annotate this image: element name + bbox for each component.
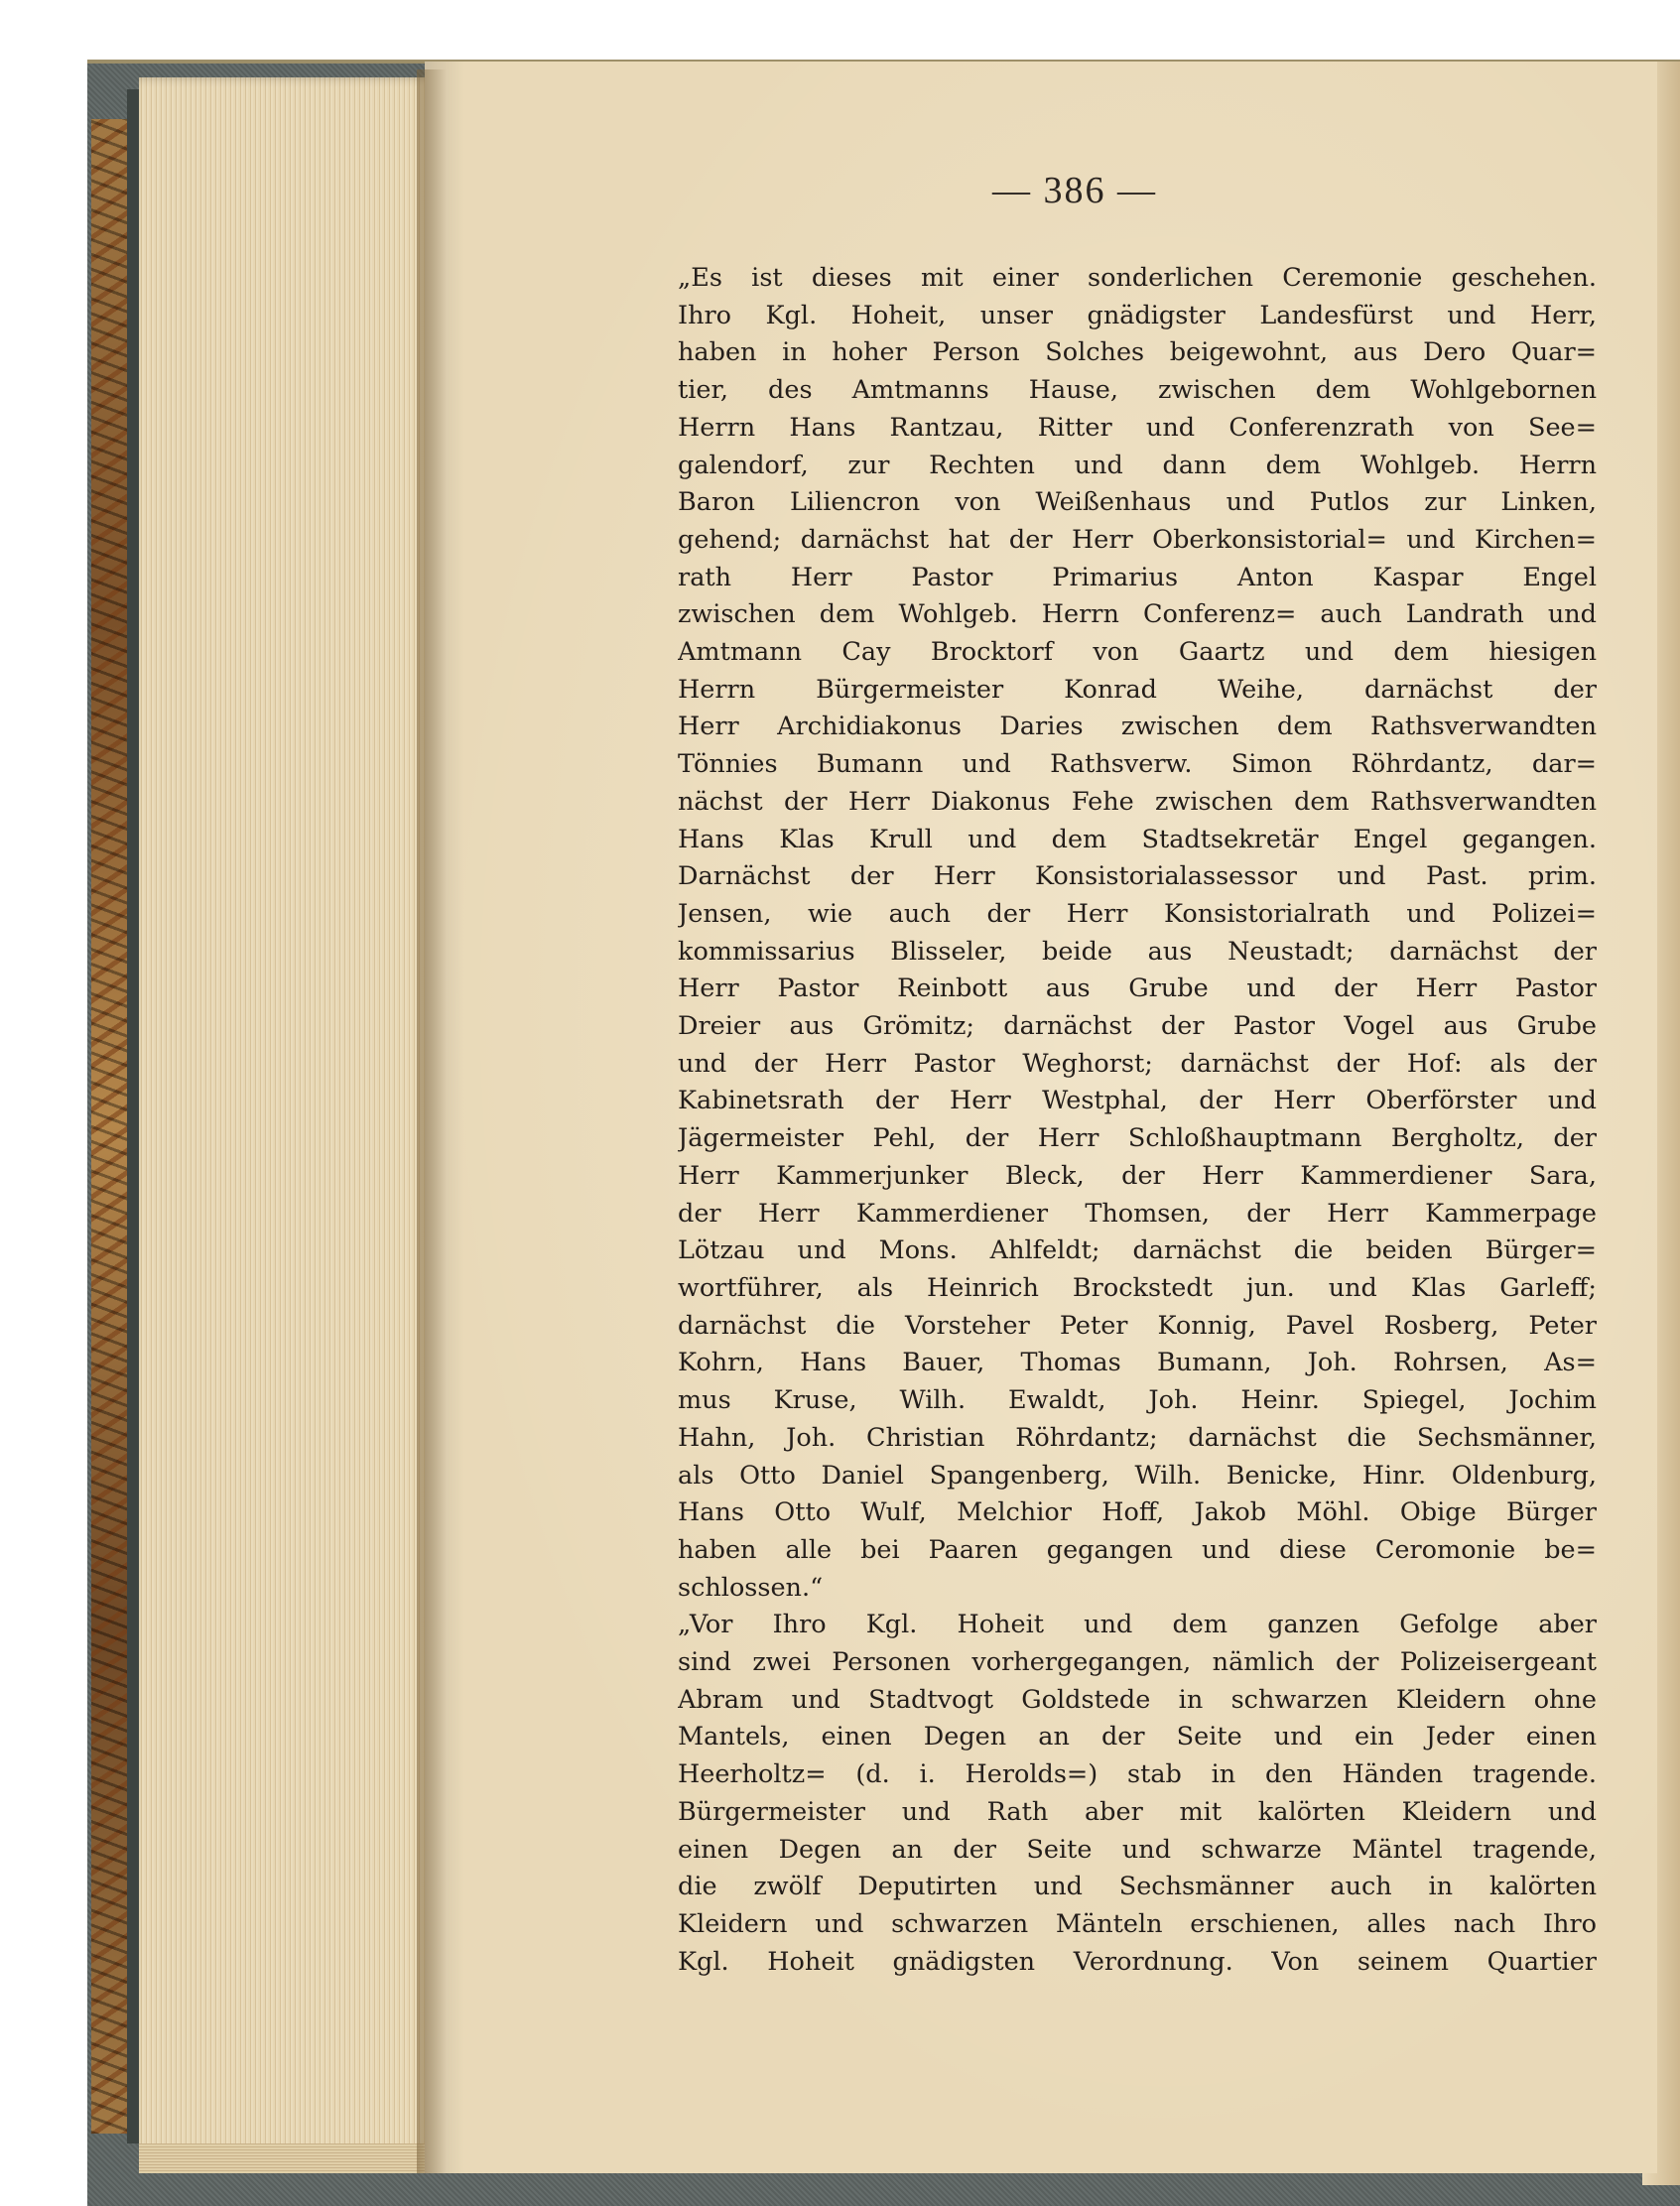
text-line: Darnächst der Herr Konsistorialassessor und Past. prim. bbox=[678, 861, 1597, 892]
text-line: nächst der Herr Diakonus Fehe zwischen dem Rathsverwandten bbox=[678, 786, 1597, 817]
text-line: „Es ist dieses mit einer sonderlichen Ceremonie geschehen. bbox=[678, 263, 1597, 293]
text-line: Kleidern und schwarzen Mänteln erschienen, alles nach Ihro bbox=[678, 1908, 1597, 1939]
text-line: der Herr Kammerdiener Thomsen, der Herr Kammerpage bbox=[678, 1198, 1597, 1229]
text-line: Hans Klas Krull und dem Stadtsekretär Engel gegangen. bbox=[678, 824, 1597, 854]
text-line: mus Kruse, Wilh. Ewaldt, Joh. Heinr. Spiegel, Jochim bbox=[678, 1385, 1597, 1416]
text-line: darnächst die Vorsteher Peter Konnig, Pavel Rosberg, Peter bbox=[678, 1310, 1597, 1341]
text-line: haben alle bei Paaren gegangen und diese Ceromonie be= bbox=[678, 1534, 1597, 1565]
page-block-bottom bbox=[139, 2143, 437, 2173]
page-block-edges bbox=[139, 77, 437, 2171]
text-line: Herr Kammerjunker Bleck, der Herr Kammerdiener Sara, bbox=[678, 1160, 1597, 1191]
text-line: haben in hoher Person Solches beigewohnt, aus Dero Quar= bbox=[678, 337, 1597, 368]
text-line: schlossen.“ bbox=[678, 1572, 824, 1603]
text-line: Abram und Stadtvogt Goldstede in schwarzen Kleidern ohne bbox=[678, 1684, 1597, 1715]
text-line: Ihro Kgl. Hoheit, unser gnädigster Landesfürst und Herr, bbox=[678, 300, 1597, 330]
text-line: Herrn Hans Rantzau, Ritter und Conferenzrath von See= bbox=[678, 412, 1597, 443]
text-line: tier, des Amtmanns Hause, zwischen dem Wohlgebornen bbox=[678, 375, 1597, 406]
text-line: als Otto Daniel Spangenberg, Wilh. Benicke, Hinr. Oldenburg, bbox=[678, 1460, 1597, 1491]
text-line: Kabinetsrath der Herr Westphal, der Herr Oberförster und bbox=[678, 1086, 1597, 1116]
book-spine-strip bbox=[127, 89, 139, 2143]
text-line: Jensen, wie auch der Herr Konsistorialrath und Polizei= bbox=[678, 898, 1597, 929]
text-line: galendorf, zur Rechten und dann dem Wohlgeb. Herrn bbox=[678, 450, 1597, 480]
text-line: Amtmann Cay Brocktorf von Gaartz und dem hiesigen bbox=[678, 637, 1597, 668]
marbled-endpaper bbox=[91, 119, 129, 2134]
text-line: Tönnies Bumann und Rathsverw. Simon Röhrdantz, dar= bbox=[678, 749, 1597, 780]
text-line: gehend; darnächst hat der Herr Oberkonsistorial= und Kirchen= bbox=[678, 524, 1597, 555]
text-line: „Vor Ihro Kgl. Hoheit und dem ganzen Gefolge aber bbox=[678, 1610, 1597, 1640]
text-line: Kgl. Hoheit gnädigsten Verordnung. Von seinem Quartier bbox=[678, 1946, 1597, 1977]
text-line: kommissarius Blisseler, beide aus Neustadt; darnächst der bbox=[678, 936, 1597, 967]
text-line: sind zwei Personen vorhergegangen, nämlich der Polizeisergeant bbox=[678, 1647, 1597, 1678]
text-line: Hahn, Joh. Christian Röhrdantz; darnächst die Sechsmänner, bbox=[678, 1422, 1597, 1453]
text-line: Mantels, einen Degen an der Seite und ein Jeder einen bbox=[678, 1722, 1597, 1752]
page-gutter-shadow bbox=[417, 69, 447, 2173]
text-line: einen Degen an der Seite und schwarze Mäntel tragende, bbox=[678, 1834, 1597, 1865]
text-line: Jägermeister Pehl, der Herr Schloßhauptmann Bergholtz, der bbox=[678, 1123, 1597, 1154]
text-line: Herr Archidiakonus Daries zwischen dem Rathsverwandten bbox=[678, 712, 1597, 742]
text-line: Hans Otto Wulf, Melchior Hoff, Jakob Möhl. Obige Bürger bbox=[678, 1497, 1597, 1528]
text-line: wortführer, als Heinrich Brockstedt jun. und Klas Garleff; bbox=[678, 1272, 1597, 1303]
text-line: Heerholtz= (d. i. Herolds=) stab in den Händen tragende. bbox=[678, 1759, 1597, 1790]
text-line: zwischen dem Wohlgeb. Herrn Conferenz= auch Landrath und bbox=[678, 599, 1597, 630]
text-line: Lötzau und Mons. Ahlfeldt; darnächst die beiden Bürger= bbox=[678, 1235, 1597, 1266]
text-line: und der Herr Pastor Weghorst; darnächst der Hof: als der bbox=[678, 1048, 1597, 1079]
text-line: Bürgermeister und Rath aber mit kalörten Kleidern und bbox=[678, 1796, 1597, 1827]
text-line: Herrn Bürgermeister Konrad Weihe, darnächst der bbox=[678, 674, 1597, 705]
text-line: die zwölf Deputirten und Sechsmänner auch in kalörten bbox=[678, 1872, 1597, 1902]
text-line: Baron Liliencron von Weißenhaus und Putlos zur Linken, bbox=[678, 487, 1597, 518]
text-line: rath Herr Pastor Primarius Anton Kaspar Engel bbox=[678, 562, 1597, 592]
page-text bbox=[678, 260, 1597, 1981]
page-number: — 386 — bbox=[992, 170, 1157, 211]
text-line: Herr Pastor Reinbott aus Grube und der Herr Pastor bbox=[678, 973, 1597, 1004]
text-line: Dreier aus Grömitz; darnächst der Pastor Vogel aus Grube bbox=[678, 1011, 1597, 1042]
text-line: Kohrn, Hans Bauer, Thomas Bumann, Joh. Rohrsen, As= bbox=[678, 1348, 1597, 1378]
